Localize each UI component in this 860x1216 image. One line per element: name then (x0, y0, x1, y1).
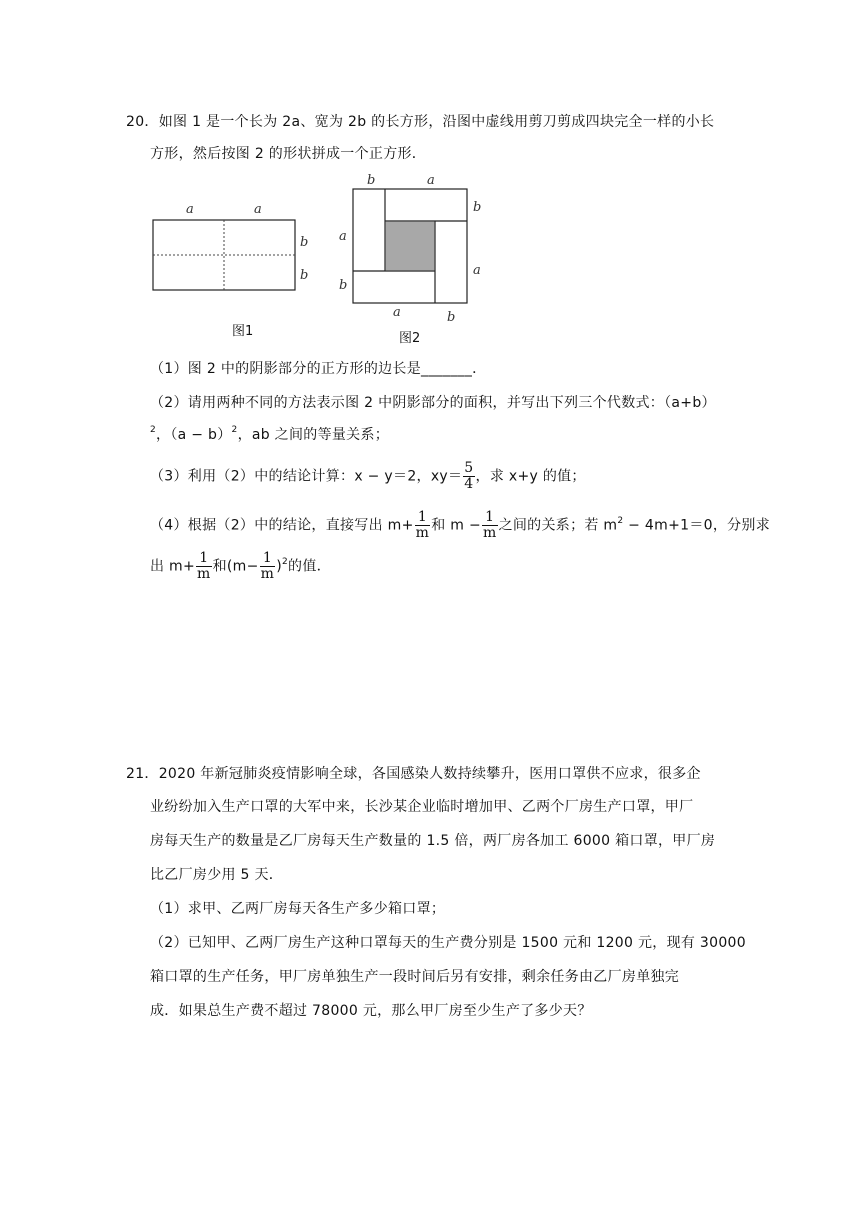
q20-part-4-text-c: 之间的关系；若 m (498, 517, 618, 534)
fig2-label-a-right: a (473, 263, 481, 278)
q20-part-4-text-a: （4）根据（2）中的结论，直接写出 m+ (150, 517, 414, 534)
q20-part-4-text-f: 和 (212, 558, 227, 575)
q21-part-2-line-1: （2）已知甲、乙两厂房生产这种口罩每天的生产费分别是 1500 元和 1200 元，现有 30000 (150, 935, 746, 951)
q21-stem-line-2: 业纷纷加入生产口罩的大军中来，长沙某企业临时增加甲、乙两个厂房生产口罩，甲厂 (150, 799, 694, 815)
fig1-caption: 图1 (232, 324, 254, 339)
q20-part-3-text-b: ，求 x+y 的值； (475, 468, 586, 485)
fraction-1-m-b (482, 510, 498, 541)
fig2-label-b-right: b (473, 200, 482, 215)
fig2-label-b-top: b (367, 173, 376, 188)
q20-part-3-text-a: （3）利用（2）中的结论计算：x − y＝2，xy＝ (150, 468, 463, 485)
q21-stem-line-3: 房每天生产的数量是乙厂房每天生产数量的 1.5 倍，两厂房各加工 6000 箱口罩，甲厂房 (150, 833, 716, 849)
fig2-label-a-left: a (339, 229, 347, 244)
q20-part-4-text-g: (m− (226, 558, 259, 575)
q20-part-4-text-h: ) (276, 558, 282, 575)
fig2-shaded-square (385, 221, 435, 271)
fraction-5-4 (463, 461, 474, 492)
q20-part-1: （1）图 2 中的阴影部分的正方形的边长是_______． (150, 361, 487, 377)
q21-part-1: （1）求甲、乙两厂房每天各生产多少箱口罩； (150, 901, 446, 917)
frac-den: m (483, 525, 497, 541)
q20-part-4-text-i: 的值． (288, 558, 331, 575)
frac-den: 4 (464, 476, 474, 492)
q20-part-4-line-2 (150, 551, 331, 584)
fraction-1-m-d (260, 551, 276, 582)
q20-stem-line-2: 方形，然后按图 2 的形状拼成一个正方形． (150, 146, 427, 162)
fig2-caption: 图2 (399, 331, 421, 346)
fraction-1-m-a (415, 510, 431, 541)
fig2-label-b-bottom: b (447, 310, 456, 325)
frac-num: 1 (415, 510, 431, 526)
frac-num: 1 (260, 551, 276, 567)
q20-part-2-line-2 (150, 425, 389, 447)
q21-stem-line-1: 21．2020 年新冠肺炎疫情影响全球，各国感染人数持续攀升，医用口罩供不应求，很多企 (126, 766, 701, 782)
q20-part-2-sup-1: 2 (150, 425, 157, 435)
q20-part-3 (150, 461, 586, 492)
q20-part-4-sup: 2 (617, 515, 624, 526)
q20-part-4-text-b: 和 m − (431, 517, 481, 534)
frac-den: m (260, 566, 275, 582)
frac-den: m (197, 566, 211, 582)
q20-part-4-text-d: − 4m+1＝0，分别求 (623, 517, 771, 534)
frac-num: 1 (196, 551, 212, 567)
q20-stem-line-1: 20．如图 1 是一个长为 2a、宽为 2b 的长方形，沿图中虚线用剪刀剪成四块完全一样的小长 (126, 114, 715, 130)
q20-part-2-text-b: ，（a − b） (156, 427, 232, 443)
frac-num: 1 (482, 510, 498, 526)
fraction-1-m-c (196, 551, 212, 582)
q20-part-4-line-1 (150, 510, 770, 543)
fig1-label-b-bottom: b (300, 268, 309, 283)
frac-num: 5 (464, 460, 474, 476)
fig1-label-b-top: b (300, 235, 309, 250)
q21-stem-line-4: 比乙厂房少用 5 天． (150, 867, 284, 883)
figure-1 (140, 195, 320, 345)
q21-part-2-line-3: 成．如果总生产费不超过 78000 元，那么甲厂房至少生产了多少天？ (150, 1003, 592, 1019)
q20-part-4-sup-2: 2 (282, 556, 289, 567)
fig2-label-a-bottom: a (393, 305, 401, 320)
q20-part-4-text-e: 出 m+ (150, 558, 196, 575)
q20-part-2-line-1: （2）请用两种不同的方法表示图 2 中阴影部分的面积，并写出下列三个代数式：（a+b） (150, 395, 716, 411)
q21-part-2-line-2: 箱口罩的生产任务，甲厂房单独生产一段时间后另有安排，剩余任务由乙厂房单独完 (150, 969, 680, 985)
fig2-label-a-top: a (427, 173, 435, 188)
frac-den: m (415, 525, 430, 541)
fig1-label-a-right: a (254, 202, 262, 217)
figure-2 (335, 168, 495, 348)
q20-part-2-sup-2: 2 (231, 425, 238, 435)
fig2-label-b-left: b (339, 278, 348, 293)
fig1-label-a-left: a (186, 202, 194, 217)
q20-part-2-text-d: ，ab 之间的等量关系； (237, 427, 390, 443)
